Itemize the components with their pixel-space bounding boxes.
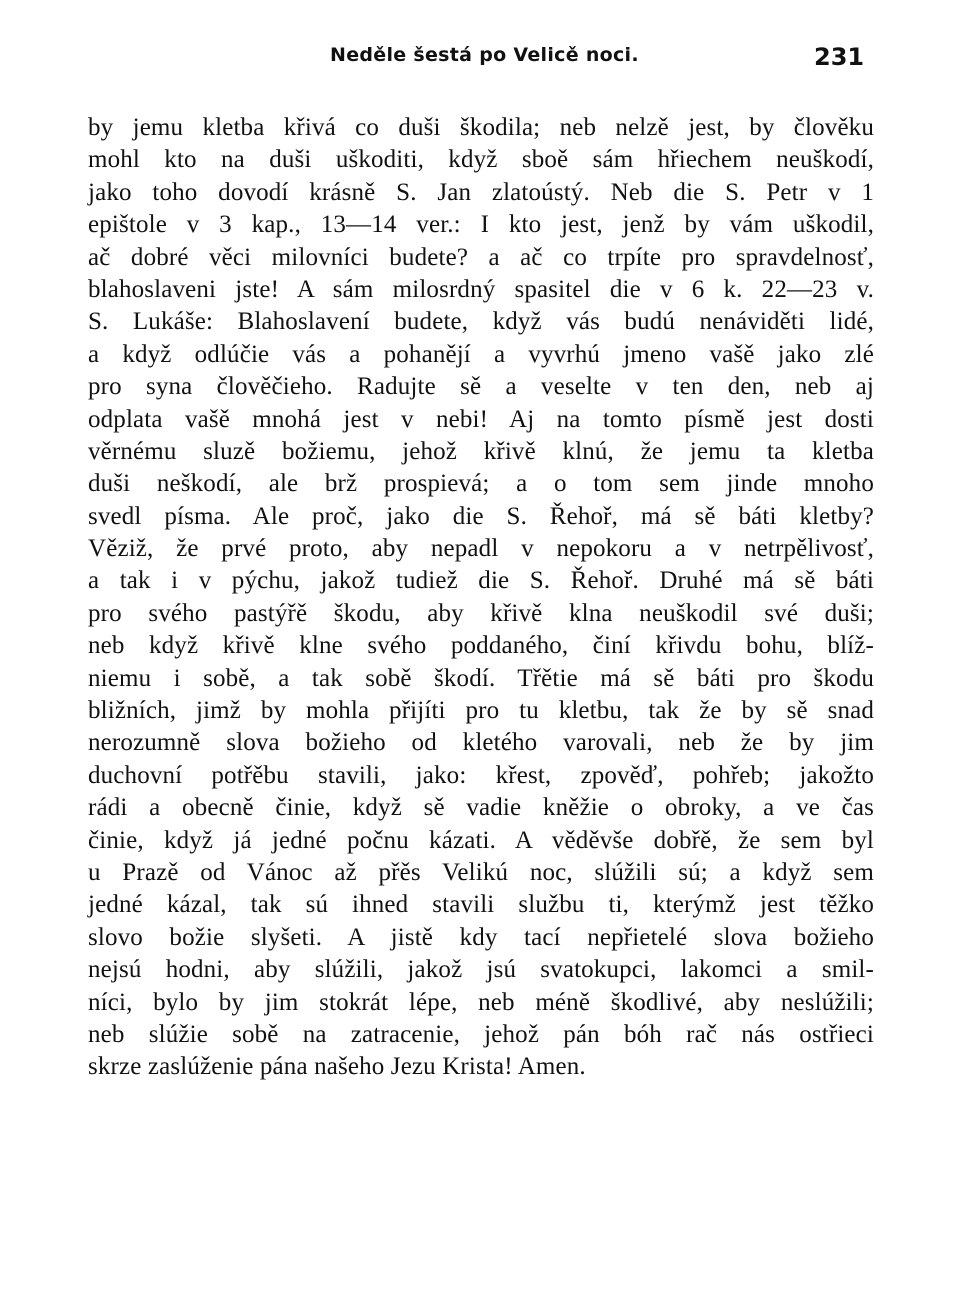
text-line: S. Lukáše: Blahoslavení budete, když vás budú nenáviděti lidé, xyxy=(88,308,874,336)
text-line: slovo božie slyšeti. A jistě kdy tací nepřietelé slova božieho xyxy=(88,923,874,951)
text-line: věrnému sluzě božiemu, jehož křivě klnú, že jemu ta kletba xyxy=(88,437,874,465)
running-head xyxy=(0,36,960,76)
text-line: blahoslaveni jste! A sám milosrdný spasitel die v 6 k. 22—23 v. xyxy=(88,275,874,303)
text-line: a tak i v pýchu, jakož tudiež die S. Řehoř. Druhé má sě báti xyxy=(88,567,874,595)
text-line: neb když křivě klne svého poddaného, činí křivdu bohu, blíž- xyxy=(88,632,874,660)
body-text xyxy=(88,112,874,1084)
text-line: činie, když já jedné počnu kázati. A věděvše dobřě, že sem byl xyxy=(88,826,874,854)
text-line: mohl kto na duši uškoditi, když sboě sám hřiechem neuškodí, xyxy=(88,146,874,174)
text-line: nejsú hodni, aby slúžili, jakož jsú svatokupci, lakomci a smil- xyxy=(88,956,874,984)
page-number: 231 xyxy=(814,43,865,71)
running-title: Neděle šestá po Velicě noci. xyxy=(330,44,639,66)
text-line: ač dobré věci milovníci budete? a ač co trpíte pro spravdelnosť, xyxy=(88,243,874,271)
text-line: odplata vašě mnohá jest v nebi! Aj na tomto písmě jest dosti xyxy=(88,405,874,433)
text-line: a když odlúčie vás a pohanějí a vyvrhú jmeno vašě jako zlé xyxy=(88,340,874,368)
text-line: niemu i sobě, a tak sobě škodí. Třětie má sě báti pro škodu xyxy=(88,664,874,692)
text-line: svedl písma. Ale proč, jako die S. Řehoř, má sě báti kletby? xyxy=(88,502,874,530)
text-line: skrze zaslúženie pána našeho Jezu Krista! Amen. xyxy=(88,1053,586,1081)
text-line: jako toho dovodí krásně S. Jan zlatoústý. Neb die S. Petr v 1 xyxy=(88,178,874,206)
text-line: Věziž, že prvé proto, aby nepadl v nepokoru a v netrpělivosť, xyxy=(88,535,874,563)
text-line: duchovní potřěbu stavili, jako: křest, zpověď, pohřeb; jakožto xyxy=(88,761,874,789)
text-line: níci, bylo by jim stokrát lépe, neb méně škodlivé, aby neslúžili; xyxy=(88,988,874,1016)
text-line: pro syna člověčieho. Radujte sě a veselte v ten den, neb aj xyxy=(88,373,874,401)
text-line: u Prazě od Vánoc až přěs Velikú noc, slúžili sú; a když sem xyxy=(88,858,874,886)
text-line: epištole v 3 kap., 13—14 ver.: I kto jest, jenž by vám uškodil, xyxy=(88,211,874,239)
text-line: by jemu kletba křivá co duši škodila; neb nelzě jest, by člověku xyxy=(88,114,874,141)
text-line: bližních, jimž by mohla přijíti pro tu kletbu, tak že by sě snad xyxy=(88,697,874,725)
text-line: rádi a obecně činie, když sě vadie kněžie o obroky, a ve čas xyxy=(88,794,874,822)
text-line: duši neškodí, ale brž prospievá; a o tom sem jinde mnoho xyxy=(88,470,874,498)
text-line: nerozumně slova božieho od kletého varovali, neb že by jim xyxy=(88,729,874,757)
text-line: neb slúžie sobě na zatracenie, jehož pán bóh rač nás ostřieci xyxy=(88,1020,874,1048)
text-line: jedné kázal, tak sú ihned stavili službu ti, kterýmž jest těžko xyxy=(88,891,874,919)
text-line: pro svého pastýřě škodu, aby křivě klna neuškodil své duši; xyxy=(88,599,874,627)
